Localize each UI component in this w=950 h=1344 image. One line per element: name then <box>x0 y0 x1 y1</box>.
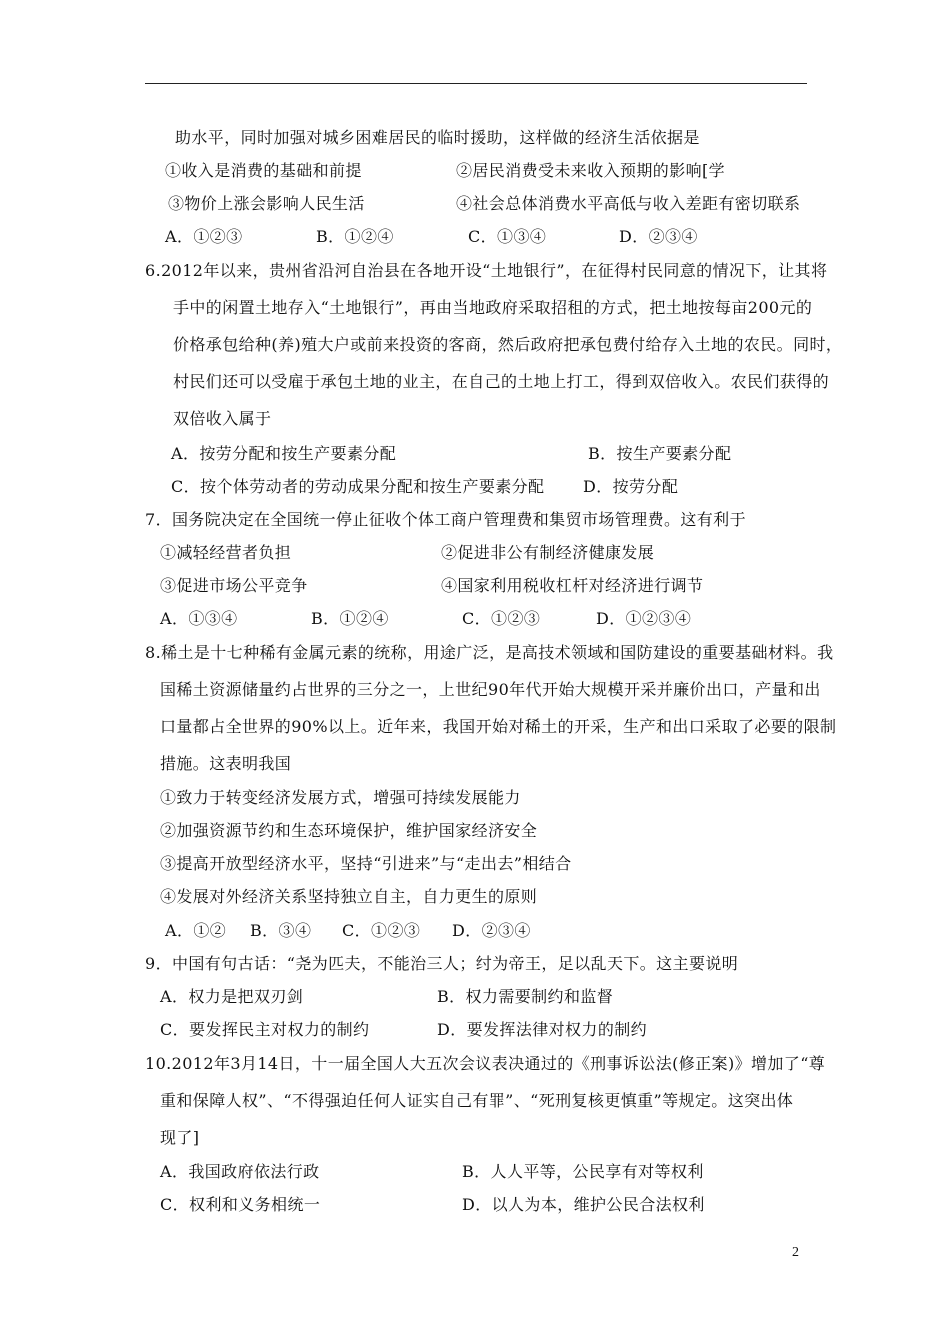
q8-item-4: ④发展对外经济关系坚持独立自主，自力更生的原则 <box>160 887 538 906</box>
q5-item-1: ①收入是消费的基础和前提 <box>165 161 362 180</box>
q7-item-4: ④国家利用税收杠杆对经济进行调节 <box>441 576 704 595</box>
q7-option-d: D．①②③④ <box>596 609 692 628</box>
q8-line-4: 措施。这表明我国 <box>160 754 292 773</box>
q8-item-3: ③提高开放型经济水平，坚持“引进来”与“走出去”相结合 <box>160 854 572 873</box>
q9-option-a: A．权力是把双刃剑 <box>160 987 304 1006</box>
q5-item-2: ②居民消费受未来收入预期的影响[学 <box>456 161 726 180</box>
q7-option-a: A．①③④ <box>160 609 238 628</box>
q8-option-b: B．③④ <box>250 921 312 940</box>
q6-line-4: 村民们还可以受雇于承包土地的业主，在自己的土地上打工，得到双倍收入。农民们获得的 <box>173 372 830 391</box>
q8-option-d: D．②③④ <box>452 921 531 940</box>
q10-option-d: D．以人为本，维护公民合法权利 <box>462 1195 705 1214</box>
q7-option-c: C．①②③ <box>462 609 541 628</box>
q9-option-c: C．要发挥民主对权力的制约 <box>160 1020 370 1039</box>
q7-item-1: ①减轻经营者负担 <box>160 543 292 562</box>
q10-option-b: B．人人平等，公民享有对等权利 <box>462 1162 704 1181</box>
q6-line-3: 价格承包给种(养)殖大户或前来投资的客商，然后政府把承包费付给存入土地的农民。同时， <box>173 335 843 354</box>
q8-option-a: A．①② <box>165 921 227 940</box>
q7-item-3: ③促进市场公平竞争 <box>160 576 308 595</box>
q10-option-c: C．权利和义务相统一 <box>160 1195 321 1214</box>
q8-item-2: ②加强资源节约和生态环境保护，维护国家经济安全 <box>160 821 538 840</box>
q6-option-d: D．按劳分配 <box>583 477 679 496</box>
q5-option-c: C．①③④ <box>468 227 547 246</box>
q5-option-d: D．②③④ <box>619 227 698 246</box>
q5-item-4: ④社会总体消费水平高低与收入差距有密切联系 <box>456 194 801 213</box>
q10-line-2: 重和保障人权”、“不得强迫任何人证实自己有罪”、“死刑复核更慎重”等规定。这突出体 <box>160 1091 794 1110</box>
q5-option-a: A．①②③ <box>165 227 243 246</box>
q6-line-1: 6.2012年以来，贵州省沿河自治县在各地开设“土地银行”，在征得村民同意的情况下，让其将 <box>145 261 828 280</box>
q10-line-3: 现了] <box>160 1128 200 1147</box>
q7-option-b: B．①②④ <box>311 609 389 628</box>
q6-option-c: C．按个体劳动者的劳动成果分配和按生产要素分配 <box>171 477 545 496</box>
q5-item-3: ③物价上涨会影响人民生活 <box>168 194 365 213</box>
q8-line-1: 8.稀土是十七种稀有金属元素的统称，用途广泛，是高技术领域和国防建设的重要基础材料。我 <box>145 643 834 662</box>
q8-item-1: ①致力于转变经济发展方式，增强可持续发展能力 <box>160 788 521 807</box>
q6-line-2: 手中的闲置土地存入“土地银行”，再由当地政府采取招租的方式，把土地按每亩200元的 <box>173 298 813 317</box>
q8-line-3: 口量都占全世界的90%以上。近年来，我国开始对稀土的开采，生产和出口采取了必要的限制 <box>160 717 837 736</box>
q10-option-a: A．我国政府依法行政 <box>160 1162 320 1181</box>
q9-option-b: B．权力需要制约和监督 <box>437 987 614 1006</box>
q6-option-a: A．按劳分配和按生产要素分配 <box>171 444 397 463</box>
header-rule <box>145 83 807 84</box>
q6-option-b: B．按生产要素分配 <box>588 444 732 463</box>
q7-item-2: ②促进非公有制经济健康发展 <box>441 543 655 562</box>
q8-option-c: C．①②③ <box>342 921 421 940</box>
q7-stem: 7．国务院决定在全国统一停止征收个体工商户管理费和集贸市场管理费。这有利于 <box>145 510 746 529</box>
q8-line-2: 国稀土资源储量约占世界的三分之一，上世纪90年代开始大规模开采并廉价出口，产量和出 <box>160 680 821 699</box>
q10-line-1: 10.2012年3月14日，十一届全国人大五次会议表决通过的《刑事诉讼法(修正案)》增加了“尊 <box>145 1054 826 1073</box>
q9-stem: 9．中国有句古话：“尧为匹夫，不能治三人；纣为帝王，足以乱天下。这主要说明 <box>145 954 739 973</box>
page-number: 2 <box>792 1245 799 1260</box>
q9-option-d: D．要发挥法律对权力的制约 <box>437 1020 648 1039</box>
q6-line-5: 双倍收入属于 <box>173 409 272 428</box>
q5-option-b: B．①②④ <box>316 227 394 246</box>
q5-stem-tail: 助水平，同时加强对城乡困难居民的临时援助，这样做的经济生活依据是 <box>175 128 700 147</box>
